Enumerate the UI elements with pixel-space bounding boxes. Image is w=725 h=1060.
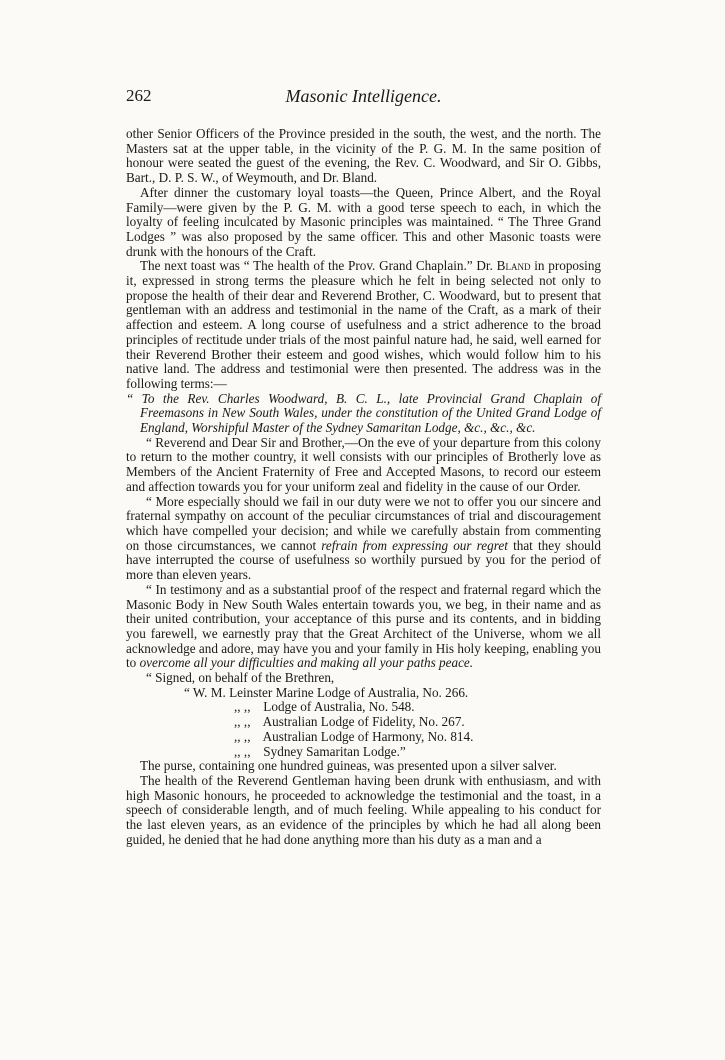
lodge-name: Australian Lodge of Fidelity, No. 267. [262, 714, 465, 730]
lodge-prefix: ,, ,, [234, 699, 251, 715]
lodge-line [184, 745, 601, 760]
lodge-line [184, 715, 601, 730]
paragraph-officers: other Senior Officers of the Province presided in the south, the west, and the north. The Masters sat at the upper table, in the vicinity of the P. G. M. In the same position of honour were seated the guest of the evening, the Rev. C. Woodward, and Sir O. Gibbs, Bart., D. P. S. W., of Weymouth, and Dr. Bland. [126, 126, 601, 186]
lodge-line [184, 700, 601, 715]
lodge-name: Sydney Samaritan Lodge.” [263, 743, 406, 759]
running-title: Masonic Intelligence. [285, 86, 442, 106]
page-header [126, 86, 601, 110]
page-number: 262 [126, 86, 152, 105]
lodge-prefix: ,, ,, [234, 714, 251, 730]
paragraph-sympathy [126, 495, 601, 583]
lodge-signatures [126, 686, 601, 760]
paragraph-address-opening: “ Reverend and Dear Sir and Brother,—On the eve of your departure from this colony to return to the mother country, it well consists with our principles of Brotherly love as Members of the Ancient Fraternity of Free and Accepted Masons, to record our esteem and affection towards you for your uniform zeal and fidelity in the cause of our Order. [126, 434, 601, 494]
paragraph-chaplain-start: The next toast was “ The health of the Prov. Grand Chaplain.” Dr. [140, 258, 493, 274]
lodge-prefix: ,, ,, [234, 743, 251, 759]
testimony-start: “ In testimony and as a substantial proof of the respect and fraternal regard which the Masonic Body in New South Wales entertain towards you, we beg, in their name and as their united contribution, your acceptance of this purse and its contents, and in bidding you farewell, we earnestly pray that the Great Architect of the Universe, whom we all acknowledge and adore, may have you and your family in His holy keeping, enabling you to [126, 581, 601, 671]
paragraph-toasts: After dinner the customary loyal toasts—the Queen, Prince Albert, and the Royal Family—were given by the P. G. M. with a good terse speech to each, in which the loyalty of feeling inculcated by Masonic principles was maintained. “ The Three Grand Lodges ” was also proposed by the same officer. This and other Masonic toasts were drunk with the honours of the Craft. [126, 184, 601, 259]
speaker-name: Bland [496, 258, 531, 274]
lodge-name: Leinster Marine Lodge of Australia, No. 266. [229, 684, 469, 700]
address-heading: “ To the Rev. Charles Woodward, B. C. L., late Provincial Grand Chaplain of Freemasons in New South Wales, under the constitution of the United Grand Lodge of England, Worshipful Master of the Sydney Samaritan Lodge, &c., &c., &c. [126, 390, 601, 436]
paragraph-testimony [126, 583, 601, 671]
article-body [126, 127, 601, 847]
lodge-line [184, 686, 601, 701]
signed-line: “ Signed, on behalf of the Brethren, [146, 670, 335, 686]
sympathy-italic: refrain from expressing our regret [321, 537, 508, 553]
lodge-name: Australian Lodge of Harmony, No. 814. [262, 728, 474, 744]
sympathy-end: that they should have interrupted the course of usefulness so worthily pursued by you for the period of more than eleven years. [126, 537, 602, 583]
paragraph-purse: The purse, containing one hundred guineas, was presented upon a silver salver. [140, 758, 557, 774]
lodge-name: Lodge of Australia, No. 548. [263, 699, 415, 715]
lodge-line [184, 730, 601, 745]
paragraph-chaplain-rest: in proposing it, expressed in strong terms the pleasure which he felt in being selected not only to propose the health of their dear and Reverend Brother, C. Woodward, but to present that gentleman with an address and testimonial in the name of the Craft, as a mark of their affection and esteem. A long course of usefulness and a strict adherence to the broad principles of rectitude under trials of the most painful nature had, he said, well earned for their Reverend Brother their esteem and good wishes, which would follow him to his native land. The address and testimonial were then presented. The address was in the following terms:— [126, 258, 602, 391]
lodge-prefix: “ W. M. [184, 684, 226, 700]
paragraph-chaplain-toast [126, 259, 601, 391]
paragraph-reply: The health of the Reverend Gentleman having been drunk with enthusiasm, and with high Masonic honours, he proceeded to acknowledge the testimonial and the toast, in a speech of considerable length, and of much feeling. While appealing to his conduct for the last eleven years, as an evidence of the principles by which he had all along been guided, he denied that he had done anything more than his duty as a man and a [126, 772, 601, 847]
sympathy-start: “ More especially should we fail in our duty were we not to offer you our sincere and fraternal sympathy on account of the peculiar circumstances of trial and discouragement which have compelled your decision; and while we carefully abstain from commenting on those circumstances, we cannot [126, 493, 601, 553]
lodge-prefix: ,, ,, [234, 728, 251, 744]
testimony-italic: overcome all your difficulties and making all your paths peace. [139, 655, 474, 671]
